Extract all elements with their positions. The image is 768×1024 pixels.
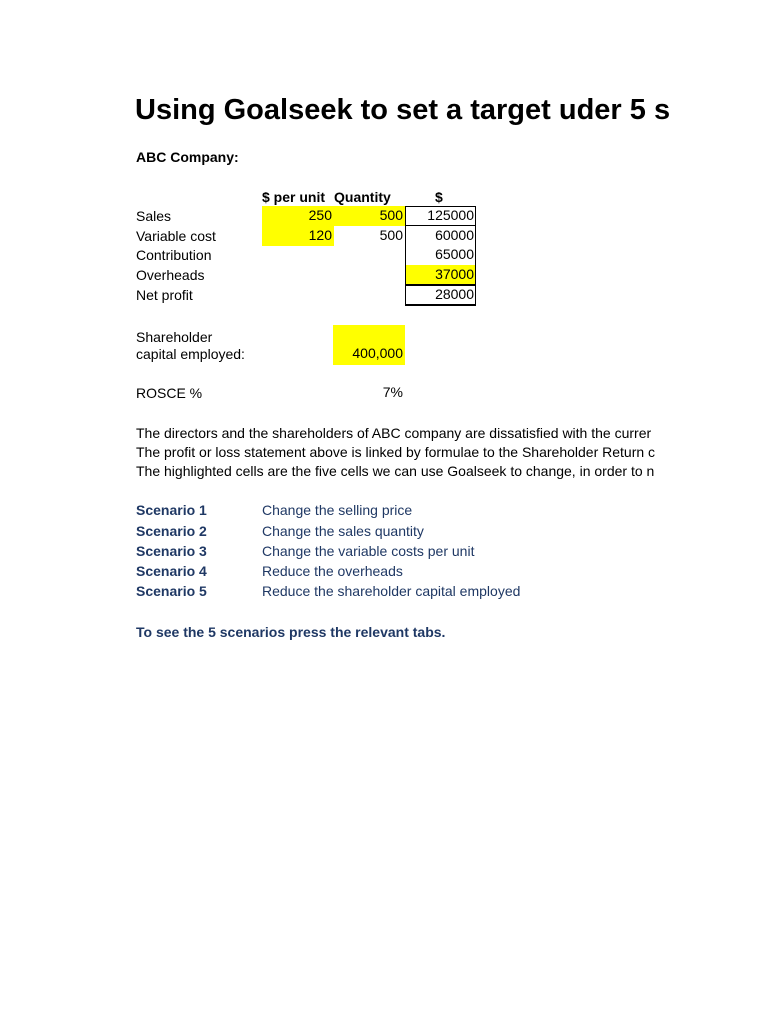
cell-capital-employed[interactable]: 400,000 [352,345,403,361]
scenario-2-label: Scenario 2 [136,523,207,539]
net-profit-left-rule [405,284,406,305]
note-line-3: The highlighted cells are the five cells we can use Goalseek to change, in order to n [136,463,655,479]
net-profit-top-rule [405,284,476,285]
header-quantity: Quantity [334,189,391,205]
cell-net-profit-amount[interactable]: 28000 [435,286,474,302]
net-profit-right-rule [475,284,476,305]
rosce-label: ROSCE % [136,385,203,401]
amount-row-divider-1 [405,225,476,226]
scenario-2-desc: Change the sales quantity [262,523,424,539]
scenario-4-desc: Reduce the overheads [262,563,403,579]
company-heading: ABC Company: [136,149,239,165]
cell-rosce-value[interactable]: 7% [382,384,403,400]
note-line-2: The profit or loss statement above is linked by formulae to the Shareholder Return c [136,444,656,460]
capital-label-line2: capital employed: [136,346,245,362]
row-label-net-profit: Net profit [136,287,193,303]
page-title: Using Goalseek to set a target uder 5 s [135,94,671,126]
scenario-1-label: Scenario 1 [136,502,207,518]
net-profit-bottom-rule [405,304,476,306]
row-label-overheads: Overheads [136,267,205,283]
scenario-1-desc: Change the selling price [262,502,413,518]
header-amount: $ [435,189,443,205]
cell-variable-cost-quantity[interactable]: 500 [379,227,403,243]
note-line-1: The directors and the shareholders of ABC company are dissatisfied with the currer [136,425,652,441]
cell-contribution-amount[interactable]: 65000 [435,246,474,262]
row-label-contribution: Contribution [136,247,212,263]
capital-label-line1: Shareholder [136,329,213,345]
scenario-3-label: Scenario 3 [136,543,207,559]
row-label-variable-cost: Variable cost [136,228,216,244]
cell-variable-cost-amount[interactable]: 60000 [435,227,474,243]
row-label-sales: Sales [136,208,172,224]
cell-sales-per-unit[interactable]: 250 [262,206,334,226]
cell-overheads-amount[interactable]: 37000 [405,265,476,285]
scenario-3-desc: Change the variable costs per unit [262,543,475,559]
cell-sales-quantity[interactable]: 500 [334,206,405,226]
scenario-5-label: Scenario 5 [136,583,207,599]
scenario-4-label: Scenario 4 [136,563,207,579]
header-per-unit: $ per unit [262,189,326,205]
tabs-instruction: To see the 5 scenarios press the relevant tabs. [136,624,446,640]
cell-sales-amount[interactable]: 125000 [427,207,474,223]
cell-variable-cost-per-unit[interactable]: 120 [262,226,334,246]
scenario-5-desc: Reduce the shareholder capital employed [262,583,521,599]
